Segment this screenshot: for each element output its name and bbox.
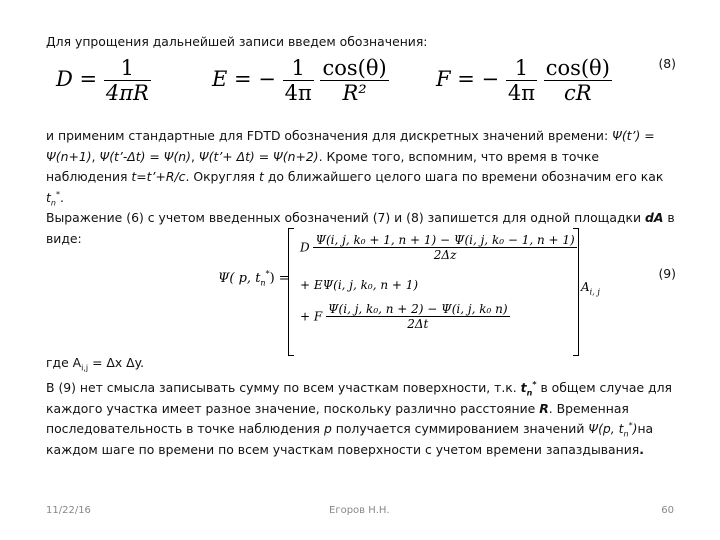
eq9-lhs-text: Ψ( p, t <box>218 271 261 286</box>
p5-text-2: в общем случае для каждого участка имеет разное значение, поскольку различно расстояние <box>46 380 672 416</box>
p3-text-2: в виде: <box>46 210 675 246</box>
eq-f <box>436 56 612 105</box>
eq9-left-bracket <box>288 228 294 356</box>
eq9-lhs <box>218 271 290 286</box>
p2-sep-2: , <box>191 148 199 164</box>
footer-author: Егоров Н.Н. <box>329 505 390 516</box>
eq9-rhs <box>581 280 600 297</box>
p2-tn <box>46 190 60 205</box>
eq-d-equals: = <box>79 67 98 91</box>
eq-e-den2: R² <box>342 81 367 105</box>
eq-d-lhs: D <box>56 67 73 91</box>
p2-time-eq: t=t’+R/c <box>131 169 186 184</box>
p2-text-4: до ближайшего целого шага по времени обозначим его как <box>263 169 664 184</box>
eq9-row2: + EΨ(i, j, k₀, n + 1) <box>300 278 419 292</box>
eq9-label: (9) <box>658 266 676 281</box>
eq-f-equals: = − <box>457 67 500 91</box>
eq9-row1 <box>300 233 577 262</box>
eq8-label: (8) <box>658 56 676 71</box>
eq-e-den1: 4π <box>284 81 312 105</box>
eq9-row3 <box>300 302 510 331</box>
eq9-row3-frac <box>326 302 509 331</box>
eq-f-frac2 <box>544 56 612 105</box>
p5-text-5: на каждом шаге по времени по всем участкам поверхности с учетом времени запаздывания <box>46 421 654 457</box>
eq-f-den2: cR <box>564 81 592 105</box>
intro-text: Для упрощения дальнейшей записи введем обозначения: <box>46 34 428 49</box>
p2-t: t <box>259 169 264 184</box>
p2-end: . <box>59 189 64 205</box>
eq-d-num: 1 <box>104 56 151 81</box>
eq9-lhs-close: ) = <box>269 271 290 286</box>
footer-page-number: 60 <box>661 505 674 516</box>
p5-text-1: В (9) нет смысла записывать сумму по всем участкам поверхности, т.к. <box>46 380 521 395</box>
p2-tn-base: t <box>46 189 51 205</box>
eq-d-frac <box>104 56 151 105</box>
p3-text-1: Выражение (6) с учетом введенных обозначений (7) и (8) запишется для одной площадки <box>46 210 645 225</box>
eq-d-den: 4πR <box>105 81 149 105</box>
p2-sep-1: , <box>91 148 100 164</box>
eq-e-num2: cos(θ) <box>322 56 387 80</box>
eq-e <box>212 56 389 105</box>
p5-end: . <box>639 441 644 457</box>
paragraph-sum <box>46 378 682 460</box>
p3-da: dA <box>645 210 664 225</box>
paragraph-fdtd <box>46 126 682 208</box>
eq9-lhs-sub: n <box>260 278 266 288</box>
eq-e-frac1 <box>283 56 314 105</box>
footer-date: 11/22/16 <box>46 505 91 516</box>
paragraph-area <box>46 353 682 374</box>
eq9-row1-den: 2Δz <box>433 248 457 262</box>
p4-text: = Δx Δy. <box>88 355 145 370</box>
p2-psi-2: Ψ(t’-Δt) = Ψ(n) <box>99 148 191 164</box>
p5-p: p <box>323 421 332 436</box>
p5-tn-sub: n <box>526 388 533 398</box>
eq9-row1-frac <box>313 233 576 262</box>
eq-f-den1: 4π <box>507 81 535 105</box>
p2-tn-sub: n <box>50 197 56 207</box>
p5-psi <box>588 420 638 439</box>
p2-text-1: и применим стандартные для FDTD обозначения для дискретных значений времени: <box>46 128 613 143</box>
eq-e-equals: = − <box>234 67 276 91</box>
p2-psi-1: Ψ(t’) = Ψ(n+1) <box>46 128 655 164</box>
eq-d <box>56 56 151 105</box>
p4-a-sub: i,j <box>81 363 89 373</box>
p5-tn-base: t <box>520 380 527 395</box>
p5-psi-sub: n <box>623 429 629 439</box>
p5-r: R <box>539 400 549 416</box>
p5-psi-base: Ψ(p, t <box>588 421 624 436</box>
eq9-row3-coef: + F <box>300 309 323 324</box>
eq9-rhs-a: A <box>581 280 590 294</box>
eq-e-num1: 1 <box>283 56 314 81</box>
eq-f-frac1 <box>506 56 537 105</box>
eq-f-num2: cos(θ) <box>545 56 610 80</box>
p2-tn-sup: * <box>55 189 60 199</box>
eq9-lhs-sup: * <box>265 269 270 279</box>
eq9-row3-den: 2Δt <box>407 317 429 331</box>
eq-f-lhs: F <box>436 67 451 91</box>
eq9-row1-num: Ψ(i, j, k₀ + 1, n + 1) − Ψ(i, j, k₀ − 1, n + 1) <box>315 233 575 247</box>
p2-text-3: . Округляя <box>185 169 260 184</box>
eq-e-lhs: E <box>212 67 228 91</box>
eq9-row3-num: Ψ(i, j, k₀, n + 2) − Ψ(i, j, k₀ n) <box>328 302 508 316</box>
p5-tn <box>520 379 537 398</box>
p5-psi-sup: * <box>628 420 633 430</box>
p4-a: где A <box>46 355 82 370</box>
p5-psi-close: ) <box>632 421 638 436</box>
eq-f-num1: 1 <box>506 56 537 81</box>
p2-psi-3: Ψ(t’+ Δt) = Ψ(n+2) <box>198 148 319 164</box>
eq9-rhs-sub: i, j <box>589 287 600 297</box>
eq9-row1-coef: D <box>300 240 310 255</box>
p5-text-4: получается суммированием значений <box>331 421 589 436</box>
p5-tn-sup: * <box>532 379 537 389</box>
p5-text-3: . Временная последовательность в точке наблюдения <box>46 400 629 436</box>
eq-e-frac2 <box>320 56 388 105</box>
p2-text-2: . Кроме того, вспомним, что время в точке наблюдения <box>46 148 599 184</box>
